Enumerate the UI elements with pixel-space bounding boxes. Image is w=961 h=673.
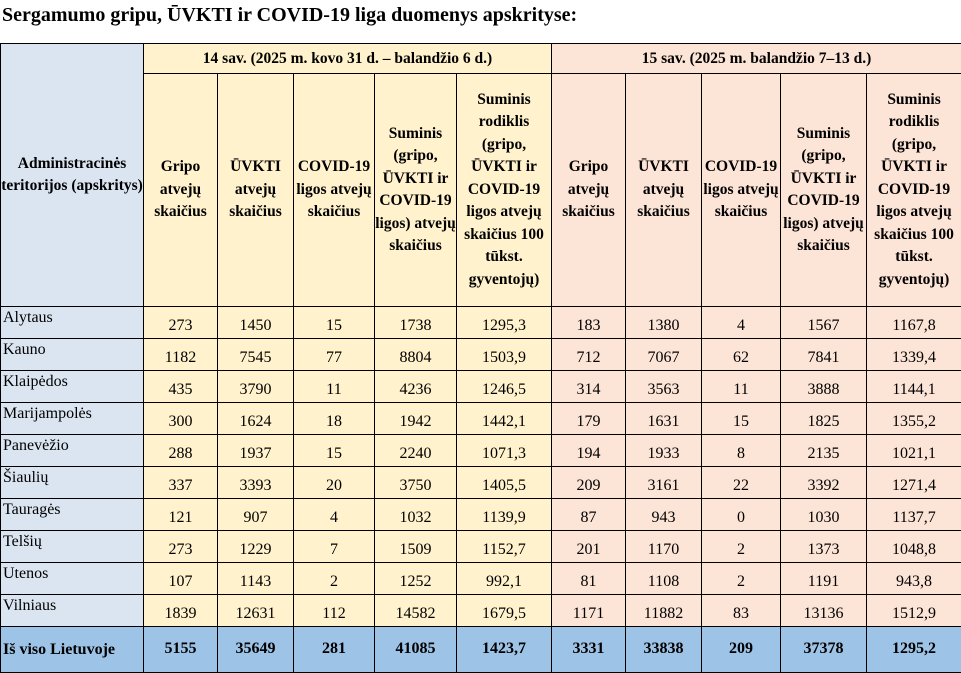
- table-cell: 1191: [781, 563, 867, 595]
- table-cell: 7067: [626, 339, 702, 371]
- region-name: Telšių: [1, 531, 144, 563]
- table-row: [1, 339, 961, 371]
- table-cell: 300: [144, 403, 218, 435]
- table-cell: 1423,7: [457, 627, 552, 673]
- table-cell: 1442,1: [457, 403, 552, 435]
- table-cell: 712: [552, 339, 626, 371]
- table-cell: 7: [294, 531, 375, 563]
- table-cell: 83: [702, 595, 781, 627]
- column-header-week14-3: COVID-19 ligos atvejų skaičius: [294, 74, 375, 307]
- table-cell: 1942: [375, 403, 457, 435]
- table-cell: 281: [294, 627, 375, 673]
- table-cell: 12631: [218, 595, 294, 627]
- table-row: [1, 403, 961, 435]
- region-name: Kauno: [1, 339, 144, 371]
- table-cell: 7841: [781, 339, 867, 371]
- table-cell: 14582: [375, 595, 457, 627]
- table-cell: 1246,5: [457, 371, 552, 403]
- region-name: Klaipėdos: [1, 371, 144, 403]
- column-header-week15-3: COVID-19 ligos atvejų skaičius: [702, 74, 781, 307]
- data-table: [0, 43, 961, 673]
- table-cell: 7545: [218, 339, 294, 371]
- column-header-week14-1: Gripo atvejų skaičius: [144, 74, 218, 307]
- table-row: [1, 467, 961, 499]
- region-name: Tauragės: [1, 499, 144, 531]
- table-cell: 1355,2: [867, 403, 961, 435]
- table-cell: 35649: [218, 627, 294, 673]
- region-name: Panevėžio: [1, 435, 144, 467]
- region-name: Alytaus: [1, 307, 144, 339]
- table-row: [1, 595, 961, 627]
- admin-territory-header: Administracinės teritorijos (apskritys): [1, 44, 144, 307]
- region-name: Vilniaus: [1, 595, 144, 627]
- table-cell: 1567: [781, 307, 867, 339]
- table-cell: 314: [552, 371, 626, 403]
- table-row: [1, 435, 961, 467]
- table-cell: 3888: [781, 371, 867, 403]
- table-cell: 11: [294, 371, 375, 403]
- table-cell: 1152,7: [457, 531, 552, 563]
- table-cell: 209: [702, 627, 781, 673]
- table-cell: 1144,1: [867, 371, 961, 403]
- table-cell: 11882: [626, 595, 702, 627]
- table-cell: 3392: [781, 467, 867, 499]
- table-cell: 2240: [375, 435, 457, 467]
- table-cell: 4236: [375, 371, 457, 403]
- table-cell: 1182: [144, 339, 218, 371]
- table-cell: 2135: [781, 435, 867, 467]
- column-header-week15-2: ŪVKTI atvejų skaičius: [626, 74, 702, 307]
- table-cell: 907: [218, 499, 294, 531]
- table-cell: 1339,4: [867, 339, 961, 371]
- table-cell: 87: [552, 499, 626, 531]
- table-cell: 15: [702, 403, 781, 435]
- column-header-week14-4: Suminis (gripo, ŪVKTI ir COVID-19 ligos) atvejų skaičius: [375, 74, 457, 307]
- table-cell: 1271,4: [867, 467, 961, 499]
- page-title: Sergamumo gripu, ŪVKTI ir COVID-19 liga duomenys apskrityse:: [2, 4, 577, 27]
- table-cell: 11: [702, 371, 781, 403]
- table-cell: 3750: [375, 467, 457, 499]
- table-cell: 1937: [218, 435, 294, 467]
- table-cell: 2: [294, 563, 375, 595]
- table-cell: 15: [294, 307, 375, 339]
- table-cell: 1295,3: [457, 307, 552, 339]
- table-cell: 8: [702, 435, 781, 467]
- table-row: [1, 531, 961, 563]
- table-cell: 435: [144, 371, 218, 403]
- table-cell: 41085: [375, 627, 457, 673]
- table-cell: 1139,9: [457, 499, 552, 531]
- column-header-week15-1: Gripo atvejų skaičius: [552, 74, 626, 307]
- table-cell: 77: [294, 339, 375, 371]
- table-cell: 1933: [626, 435, 702, 467]
- table-cell: 1171: [552, 595, 626, 627]
- table-row: [1, 371, 961, 403]
- table-cell: 273: [144, 307, 218, 339]
- table-cell: 179: [552, 403, 626, 435]
- table-cell: 1167,8: [867, 307, 961, 339]
- table-cell: 194: [552, 435, 626, 467]
- table-cell: 1170: [626, 531, 702, 563]
- table-cell: 4: [294, 499, 375, 531]
- table-cell: 2: [702, 563, 781, 595]
- table-cell: 8804: [375, 339, 457, 371]
- table-cell: 943: [626, 499, 702, 531]
- table-cell: 1229: [218, 531, 294, 563]
- table-cell: 337: [144, 467, 218, 499]
- region-name: Utenos: [1, 563, 144, 595]
- table-cell: 288: [144, 435, 218, 467]
- total-label: Iš viso Lietuvoje: [1, 627, 144, 673]
- table-cell: 1252: [375, 563, 457, 595]
- column-header-week15-5: Suminis rodiklis (gripo, ŪVKTI ir COVID-19 ligos atvejų skaičius 100 tūkst. gyventojų): [867, 74, 961, 307]
- table-cell: 4: [702, 307, 781, 339]
- table-cell: 1108: [626, 563, 702, 595]
- table-cell: 1450: [218, 307, 294, 339]
- region-name: Šiaulių: [1, 467, 144, 499]
- table-cell: 15: [294, 435, 375, 467]
- table-cell: 62: [702, 339, 781, 371]
- table-cell: 1631: [626, 403, 702, 435]
- table-cell: 1071,3: [457, 435, 552, 467]
- table-cell: 943,8: [867, 563, 961, 595]
- table-cell: 1825: [781, 403, 867, 435]
- table-row: [1, 563, 961, 595]
- table-cell: 22: [702, 467, 781, 499]
- table-cell: 183: [552, 307, 626, 339]
- table-cell: 37378: [781, 627, 867, 673]
- table-cell: 1738: [375, 307, 457, 339]
- table-cell: 3393: [218, 467, 294, 499]
- table-cell: 81: [552, 563, 626, 595]
- table-cell: 1137,7: [867, 499, 961, 531]
- table-row: [1, 499, 961, 531]
- table-cell: 1380: [626, 307, 702, 339]
- table-cell: 121: [144, 499, 218, 531]
- table-cell: 1839: [144, 595, 218, 627]
- week14-header: 14 sav. (2025 m. kovo 31 d. – balandžio 6 d.): [144, 44, 552, 74]
- column-header-week14-2: ŪVKTI atvejų skaičius: [218, 74, 294, 307]
- table-cell: 112: [294, 595, 375, 627]
- table-cell: 1021,1: [867, 435, 961, 467]
- table-cell: 1030: [781, 499, 867, 531]
- table-cell: 33838: [626, 627, 702, 673]
- total-row: [1, 627, 961, 673]
- table-cell: 1373: [781, 531, 867, 563]
- table-cell: 0: [702, 499, 781, 531]
- table-cell: 3161: [626, 467, 702, 499]
- table-cell: 5155: [144, 627, 218, 673]
- table-cell: 1624: [218, 403, 294, 435]
- table-row: [1, 307, 961, 339]
- table-cell: 1295,2: [867, 627, 961, 673]
- table-cell: 209: [552, 467, 626, 499]
- table-cell: 201: [552, 531, 626, 563]
- table-cell: 1405,5: [457, 467, 552, 499]
- column-header-week14-5: Suminis rodiklis (gripo, ŪVKTI ir COVID-19 ligos atvejų skaičius 100 tūkst. gyventojų): [457, 74, 552, 307]
- week15-header: 15 sav. (2025 m. balandžio 7–13 d.): [552, 44, 961, 74]
- table-cell: 1679,5: [457, 595, 552, 627]
- table-cell: 1032: [375, 499, 457, 531]
- region-name: Marijampolės: [1, 403, 144, 435]
- table-cell: 1048,8: [867, 531, 961, 563]
- table-cell: 1143: [218, 563, 294, 595]
- column-header-week15-4: Suminis (gripo, ŪVKTI ir COVID-19 ligos) atvejų skaičius: [781, 74, 867, 307]
- table-cell: 1509: [375, 531, 457, 563]
- table-cell: 992,1: [457, 563, 552, 595]
- table-cell: 20: [294, 467, 375, 499]
- table-cell: 18: [294, 403, 375, 435]
- table-cell: 3790: [218, 371, 294, 403]
- table-cell: 2: [702, 531, 781, 563]
- table-cell: 3331: [552, 627, 626, 673]
- table-cell: 13136: [781, 595, 867, 627]
- table-cell: 107: [144, 563, 218, 595]
- table-cell: 3563: [626, 371, 702, 403]
- table-cell: 1512,9: [867, 595, 961, 627]
- table-cell: 273: [144, 531, 218, 563]
- table-cell: 1503,9: [457, 339, 552, 371]
